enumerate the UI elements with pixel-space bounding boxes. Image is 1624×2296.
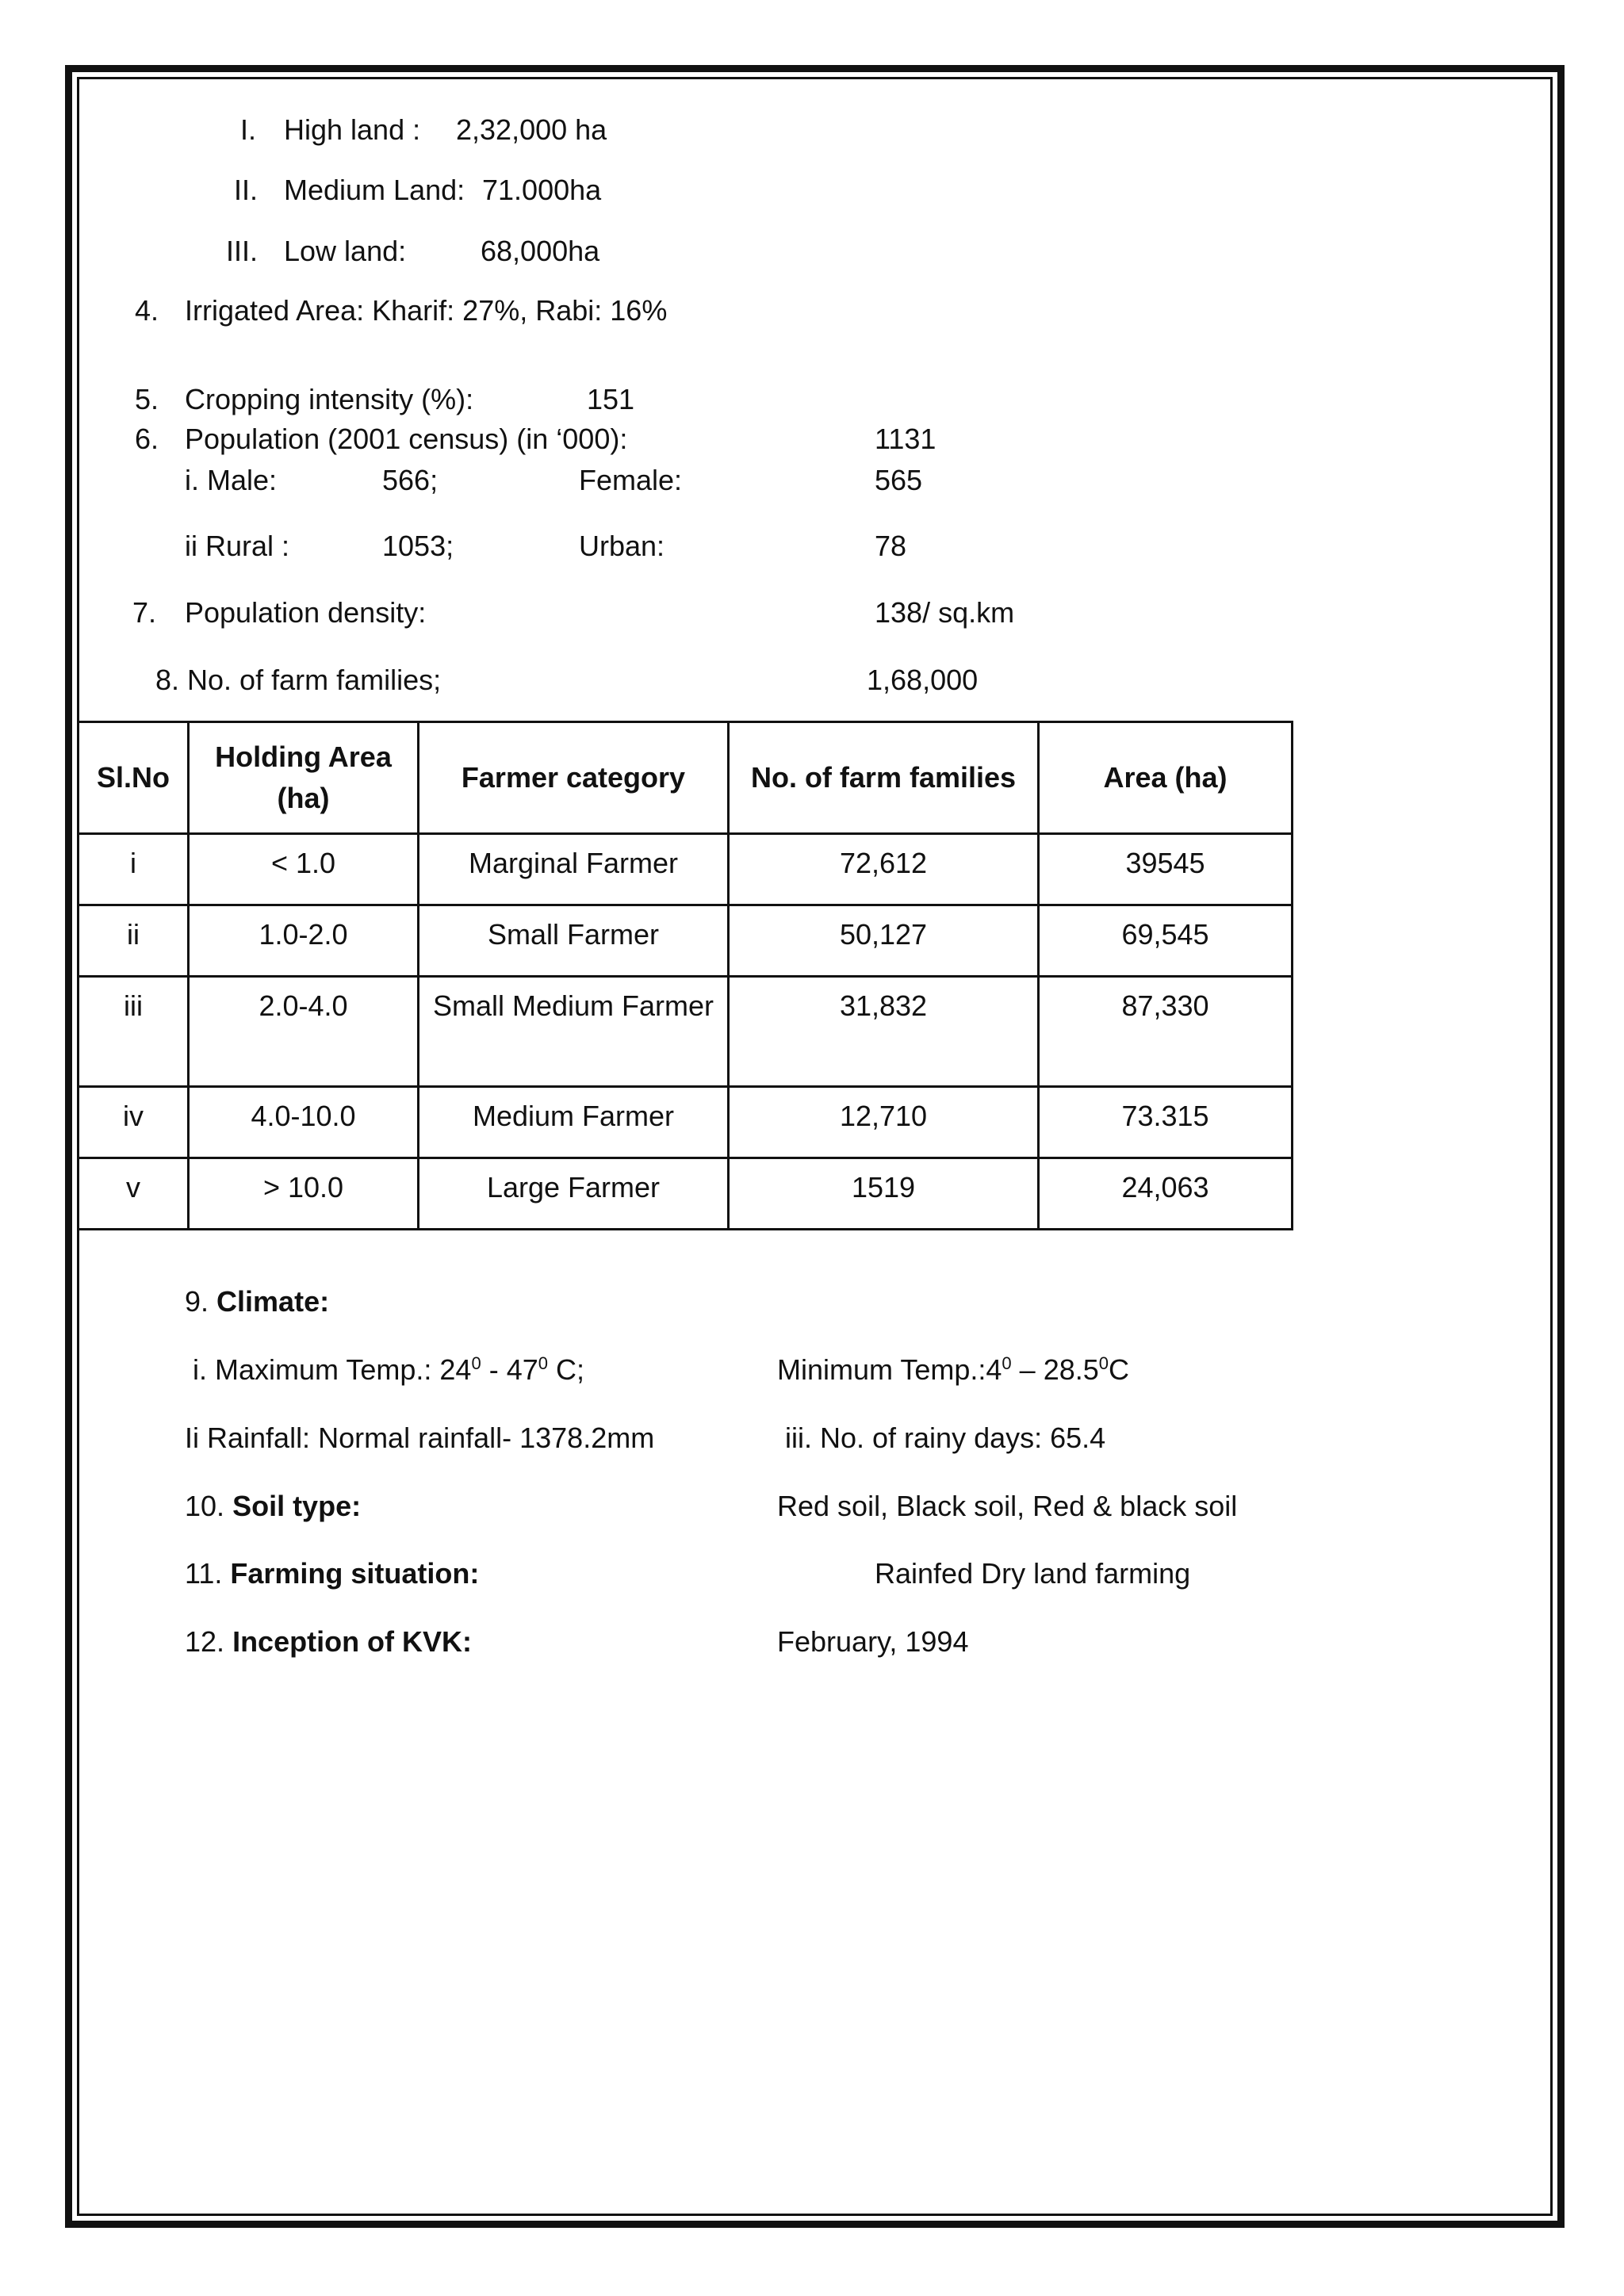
- land-num-2: II.: [234, 174, 259, 206]
- farm-families-value: 1,68,000: [867, 664, 979, 696]
- cell-category: Marginal Farmer: [419, 834, 729, 905]
- cropping-label: Cropping intensity (%):: [185, 383, 474, 415]
- cropping-value: 151: [587, 383, 635, 415]
- table-row: [79, 1087, 1293, 1158]
- cell-families: 50,127: [729, 905, 1039, 977]
- header-holding-area: Holding Area (ha): [189, 722, 419, 834]
- rainy-days: iii. No. of rainy days: 65.4: [785, 1422, 1106, 1454]
- male-value: 566;: [382, 464, 439, 496]
- density-value: 138/ sq.km: [875, 596, 1015, 629]
- rural-label: ii Rural :: [185, 530, 290, 562]
- cell-holding: > 10.0: [189, 1158, 419, 1230]
- inception-value: February, 1994: [777, 1625, 969, 1658]
- table-row: [79, 834, 1293, 905]
- min-temp: Minimum $Temp.:4^0 - 28.5^0C$: [777, 1353, 1130, 1386]
- climate-num: 9.: [185, 1285, 209, 1318]
- cell-area: 69,545: [1039, 905, 1293, 977]
- farming-heading: 11. Farming situation:: [185, 1557, 480, 1590]
- farming-value: Rainfed Dry land farming: [875, 1557, 1191, 1590]
- cell-holding: < 1.0: [189, 834, 419, 905]
- cell-category: Medium Farmer: [419, 1087, 729, 1158]
- population-label: Population (2001 census) (in ‘000):: [185, 423, 628, 455]
- cell-slno: ii: [79, 905, 189, 977]
- land-label-1: High land :: [284, 113, 421, 146]
- farm-families-label: 8. No. of farm families;: [155, 664, 442, 696]
- land-num-3: III.: [226, 235, 259, 267]
- cell-slno: i: [79, 834, 189, 905]
- female-label: Female:: [579, 464, 683, 496]
- cell-slno: iv: [79, 1087, 189, 1158]
- urban-value: 78: [875, 530, 907, 562]
- inception-heading: 12. Inception of KVK:: [185, 1625, 473, 1658]
- cell-holding: 2.0-4.0: [189, 977, 419, 1087]
- land-value-1: 2,32,000 ha: [456, 113, 607, 146]
- cell-area: 73.315: [1039, 1087, 1293, 1158]
- table-row: [79, 1158, 1293, 1230]
- land-value-2: 71.000ha: [482, 174, 602, 206]
- cell-slno: iii: [79, 977, 189, 1087]
- land-label-3: Low land:: [284, 235, 407, 267]
- table-row: [79, 977, 1293, 1087]
- cell-area: 39545: [1039, 834, 1293, 905]
- header-area: Area (ha): [1039, 722, 1293, 834]
- soil-heading: 10. Soil type:: [185, 1490, 362, 1522]
- female-value: 565: [875, 464, 923, 496]
- max-temp: i. Maximum Temp.: $24^0 - 47^0$ C;: [193, 1353, 585, 1386]
- rainfall: Ii Rainfall: Normal rainfall- 1378.2mm: [185, 1422, 655, 1454]
- cell-slno: v: [79, 1158, 189, 1230]
- density-label: Population density:: [185, 596, 427, 629]
- cell-area: 87,330: [1039, 977, 1293, 1087]
- land-num-1: I.: [240, 113, 257, 146]
- density-num: 7.: [132, 596, 157, 629]
- header-slno: Sl.No: [79, 722, 189, 834]
- rural-value: 1053;: [382, 530, 454, 562]
- land-value-3: 68,000ha: [481, 235, 600, 267]
- farm-category-table: [77, 721, 1293, 1230]
- header-farm-families: No. of farm families: [729, 722, 1039, 834]
- cell-category: Small Farmer: [419, 905, 729, 977]
- irrigated-num: 4.: [135, 294, 159, 327]
- population-value: 1131: [875, 423, 936, 455]
- urban-label: Urban:: [579, 530, 665, 562]
- cropping-num: 5.: [135, 383, 159, 415]
- cell-families: 31,832: [729, 977, 1039, 1087]
- header-farmer-category: Farmer category: [419, 722, 729, 834]
- cell-families: 1519: [729, 1158, 1039, 1230]
- cell-families: 72,612: [729, 834, 1039, 905]
- cell-families: 12,710: [729, 1087, 1039, 1158]
- table-header-row: [79, 722, 1293, 834]
- irrigated-text: Irrigated Area: Kharif: 27%, Rabi: 16%: [185, 294, 668, 327]
- population-num: 6.: [135, 423, 159, 455]
- climate-heading: [185, 1284, 329, 1319]
- cell-holding: 1.0-2.0: [189, 905, 419, 977]
- land-label-2: Medium Land:: [284, 174, 465, 206]
- male-label: i. Male:: [185, 464, 278, 496]
- cell-category: Large Farmer: [419, 1158, 729, 1230]
- cell-area: 24,063: [1039, 1158, 1293, 1230]
- table-row: [79, 905, 1293, 977]
- cell-holding: 4.0-10.0: [189, 1087, 419, 1158]
- climate-label: Climate:: [216, 1285, 330, 1318]
- soil-value: Red soil, Black soil, Red & black soil: [777, 1490, 1238, 1522]
- cell-category: Small Medium Farmer: [419, 977, 729, 1087]
